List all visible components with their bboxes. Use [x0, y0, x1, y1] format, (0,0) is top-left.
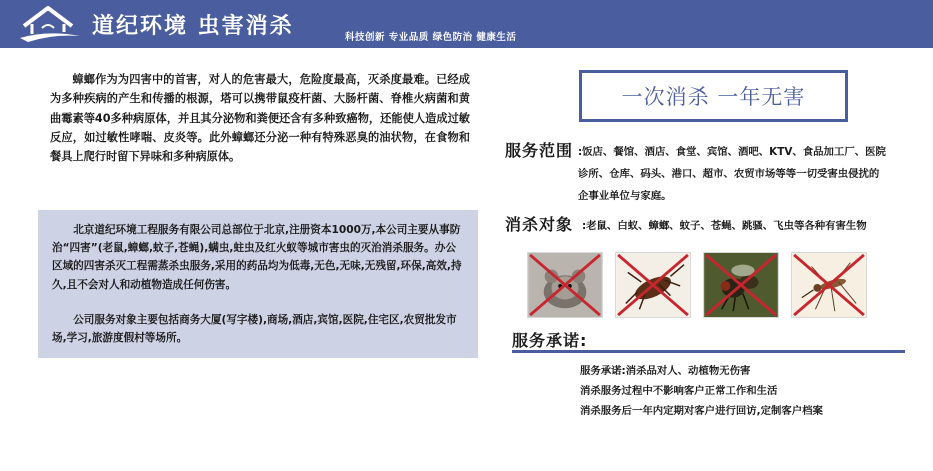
slogan-banner: 一次消杀 一年无害 — [579, 70, 848, 122]
promise-item: 消杀服务过程中不影响客户正常工作和生活 — [580, 385, 778, 397]
promise-item: 服务承诺:消杀品对人、动植物无伤害 — [580, 365, 751, 377]
company-paragraph-1: 北京道纪环境工程服务有限公司总部位于北京,注册资本1000万,本公司主要从事防治“四害”(老鼠,蟑螂,蚊子,苍蝇),螨虫,蛀虫及红火蚁等城市害虫的灭治消杀服务。办公区域的四害杀灭工程需蒸杀虫服务,采用的药品均为低毒,无色,无味,无残留,环保,高效,持久,且不会对人和动植物造成任何伤害。 — [52, 224, 462, 291]
crossed-cockroach-icon — [615, 252, 691, 318]
pest-image-row — [527, 252, 867, 320]
promise-divider — [512, 350, 905, 353]
promise-item: 消杀服务后一年内定期对客户进行回访,定制客户档案 — [580, 405, 823, 417]
pest-target-label: 消杀对象 — [505, 215, 574, 234]
promise-list — [580, 361, 823, 421]
cockroach-intro-text: 蟑螂作为为四害中的首害，对人的危害最大，危险度最高，灭杀度最难。已经成为多种疾病的产生和传播的根源，塔可以携带鼠疫杆菌、大肠杆菌、脊椎火病菌和黄曲霉素等40多种病原体，并且其分泌物和粪便还含有多种致癌物，还能使人造成过敏反应，如过敏性哮喘、皮炎等。此外蟑螂还分泌一种有特殊恶臭的油状物，在食物和餐具上爬行时留下异味和多种病原体。 — [50, 73, 470, 164]
header-bar — [0, 0, 933, 48]
service-scope-label: 服务范围 — [505, 141, 574, 160]
crossed-mouse-icon — [527, 252, 603, 318]
brand-slogan: 科技创新 专业品质 绿色防治 健康生活 — [345, 32, 517, 43]
crossed-mosquito-icon — [791, 252, 867, 318]
service-scope-text: :饭店、餐馆、酒店、食堂、宾馆、酒吧、KTV、食品加工厂、医院诊所、仓库、码头、港口、超市、农贸市场等等一切受害虫侵扰的企事业单位与家庭。 — [578, 146, 886, 202]
company-info-box — [38, 210, 478, 358]
house-swoosh-icon — [18, 4, 82, 44]
crossed-fly-icon — [703, 252, 779, 318]
service-promise-label: 服务承诺: — [512, 331, 588, 350]
pest-target-text: :老鼠、白蚁、蟑螂、蚊子、苍蝇、跳骚、飞虫等各种有害生物 — [582, 220, 867, 232]
brand-title: 道纪环境 虫害消杀 — [92, 14, 294, 39]
company-paragraph-2: 公司服务对象主要包括商务大厦(写字楼),商场,酒店,宾馆,医院,住宅区,农贸批发市场,学习,旅游度假村等场所。 — [52, 314, 457, 345]
